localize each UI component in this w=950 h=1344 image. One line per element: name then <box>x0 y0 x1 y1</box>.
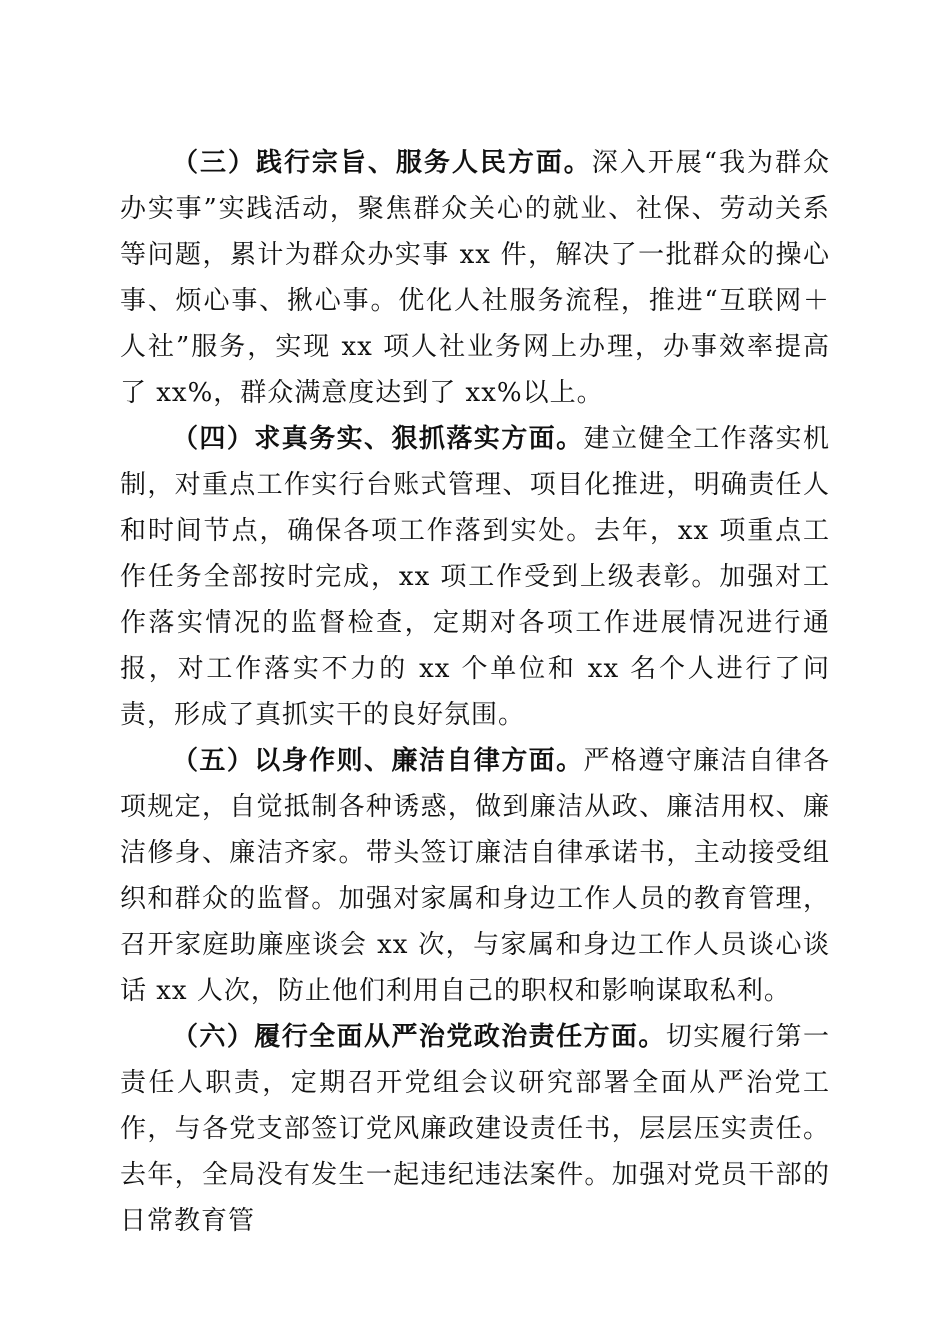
paragraph-text: 建立健全工作落实机制，对重点工作实行台账式管理、项目化推进，明确责任人和时间节点，确保各项工作落到实处。去年，xx 项重点工作任务全部按时完成，xx 项工作受到上级表彰。加强对工作落实情况的监督检查，定期对各项工作进展情况进行通报，对工作落实不力的 xx 个单位和 xx 名个人进行了问责，形成了真抓实干的良好氛围。 <box>120 424 830 730</box>
paragraph-6 <box>120 1014 830 1244</box>
paragraph-3 <box>120 140 830 416</box>
paragraph-heading: （三）践行宗旨、服务人民方面。 <box>172 148 592 178</box>
paragraph-4 <box>120 416 830 738</box>
paragraph-text: 深入开展“我为群众办实事”实践活动，聚焦群众关心的就业、社保、劳动关系等问题，累计为群众办实事 xx 件，解决了一批群众的操心事、烦心事、揪心事。优化人社服务流程，推进“互联网＋人社”服务，实现 xx 项人社业务网上办理，办事效率提高了 xx%，群众满意度达到了 xx%以上。 <box>120 148 830 408</box>
paragraph-heading: （六）履行全面从严治党政治责任方面。 <box>172 1022 666 1052</box>
paragraph-text: 严格遵守廉洁自律各项规定，自觉抵制各种诱惑，做到廉洁从政、廉洁用权、廉洁修身、廉洁齐家。带头签订廉洁自律承诺书，主动接受组织和群众的监督。加强对家属和身边工作人员的教育管理，召开家庭助廉座谈会 xx 次，与家属和身边工作人员谈心谈话 xx 人次，防止他们利用自己的职权和影响谋取私利。 <box>120 746 830 1006</box>
paragraph-text: 切实履行第一责任人职责，定期召开党组会议研究部署全面从严治党工作，与各党支部签订党风廉政建设责任书，层层压实责任。去年，全局没有发生一起违纪违法案件。加强对党员干部的日常教育管 <box>120 1022 830 1236</box>
paragraph-5 <box>120 738 830 1014</box>
paragraph-heading: （五）以身作则、廉洁自律方面。 <box>172 746 584 776</box>
paragraph-heading: （四）求真务实、狠抓落实方面。 <box>172 424 584 454</box>
document-body <box>120 140 830 1244</box>
